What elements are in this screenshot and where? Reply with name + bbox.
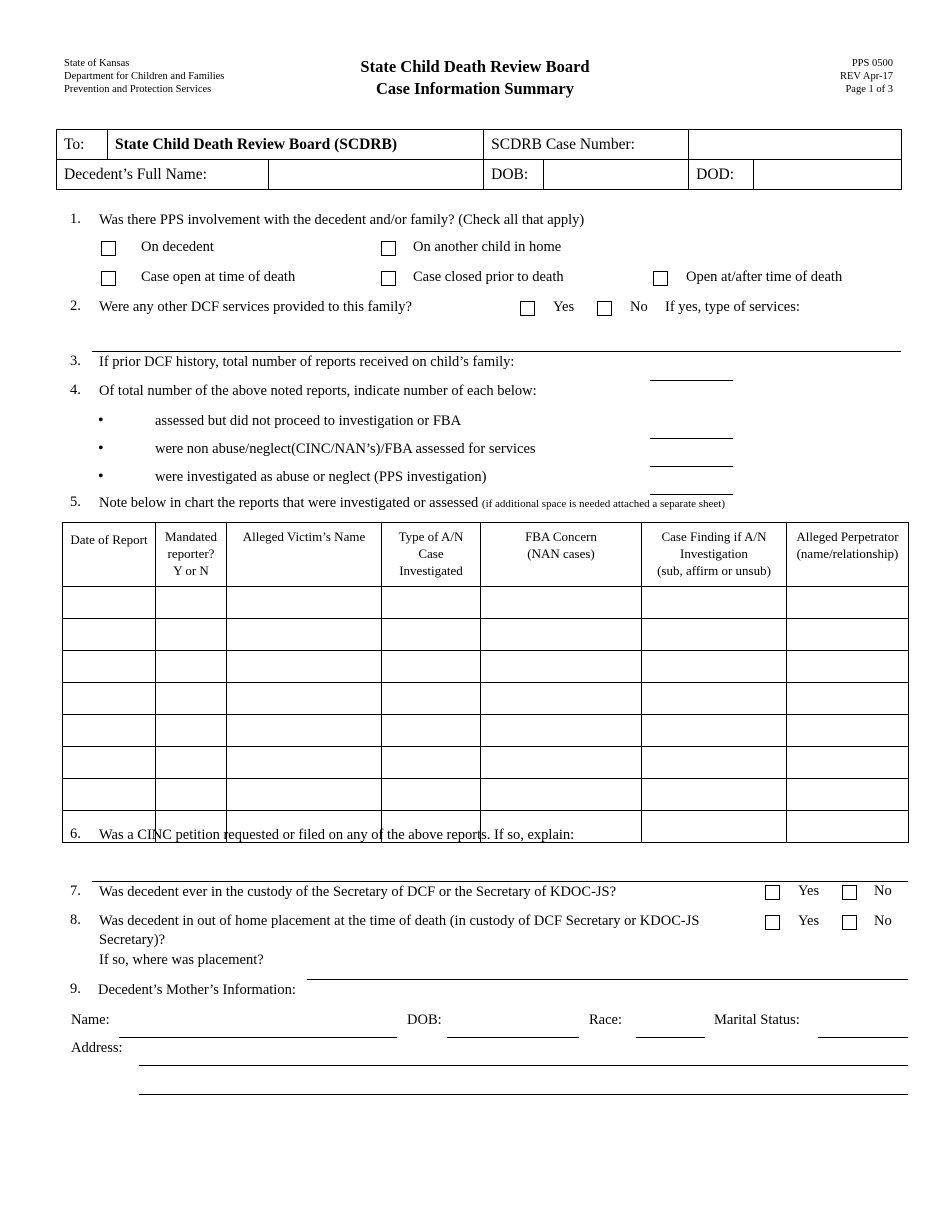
col-mandated-reporter [156, 523, 227, 587]
checkbox-open-after[interactable] [653, 271, 668, 286]
q2-no-label: No [630, 299, 648, 315]
col-victim-name: Alleged Victim’s Name [227, 523, 382, 587]
q5-note: (if additional space is needed attached a separate sheet) [481, 498, 726, 510]
option-another-child: On another child in home [413, 239, 562, 255]
q2-services-line[interactable] [92, 351, 901, 352]
mother-race-label: Race: [589, 1012, 623, 1028]
q4-bullet-1: assessed but did not proceed to investigation or FBA [155, 413, 462, 429]
table-row [63, 747, 909, 779]
mother-marital-label: Marital Status: [714, 1012, 800, 1028]
q4-bullet-3: were investigated as abuse or neglect (PPS investigation) [155, 469, 487, 485]
mother-race-field[interactable] [636, 1037, 705, 1038]
case-info-table [56, 129, 902, 190]
form-meta [840, 57, 893, 96]
q5-number: 5. [70, 494, 81, 510]
dod-field[interactable] [754, 160, 902, 190]
q9-text: Decedent’s Mother’s Information: [98, 982, 296, 998]
mother-address-line-2[interactable] [139, 1094, 908, 1095]
q4-answer-line-2[interactable] [650, 466, 733, 467]
checkbox-on-decedent[interactable] [101, 241, 116, 256]
form-revision: REV Apr-17 [840, 71, 893, 82]
q3-text: If prior DCF history, total number of reports received on child’s family: [99, 354, 515, 370]
reports-table-body [63, 587, 909, 843]
option-case-closed: Case closed prior to death [413, 269, 564, 285]
case-number-label: SCDRB Case Number: [484, 130, 689, 160]
col-date-of-report: Date of Report [63, 523, 156, 587]
q2-text: Were any other DCF services provided to this family? [99, 299, 412, 315]
q7-yes-label: Yes [798, 883, 820, 899]
q8-yes-label: Yes [798, 913, 820, 929]
bullet-1: • [98, 412, 104, 429]
agency-block [64, 57, 224, 96]
form-id: PPS 0500 [851, 58, 893, 69]
table-row [63, 779, 909, 811]
col-type-l3: Investigated [399, 563, 463, 578]
q8-no-checkbox[interactable] [842, 915, 857, 930]
table-row [63, 619, 909, 651]
q2-yes-label: Yes [553, 299, 575, 315]
mother-marital-field[interactable] [818, 1037, 908, 1038]
q2-number: 2. [70, 298, 81, 314]
option-on-decedent: On decedent [141, 239, 214, 255]
q9-number: 9. [70, 981, 81, 997]
mother-dob-label: DOB: [407, 1012, 442, 1028]
agency-line-2: Department for Children and Families [64, 71, 225, 82]
q6-number: 6. [70, 826, 81, 842]
q4-bullet-2: were non abuse/neglect(CINC/NAN’s)/FBA assessed for services [155, 441, 536, 457]
q2-no-checkbox[interactable] [597, 301, 612, 316]
option-case-open: Case open at time of death [141, 269, 296, 285]
agency-line-3: Prevention and Protection Services [64, 84, 212, 95]
checkbox-another-child[interactable] [381, 241, 396, 256]
dod-label: DOD: [689, 160, 754, 190]
q6-text: Was a CINC petition requested or filed on any of the above reports. If so, explain: [99, 827, 575, 843]
q8-no-label: No [874, 913, 892, 929]
q1-number: 1. [70, 211, 81, 227]
bullet-3: • [98, 468, 104, 485]
q3-number: 3. [70, 353, 81, 369]
q1-text: Was there PPS involvement with the decedent and/or family? (Check all that apply) [99, 212, 585, 228]
q7-yes-checkbox[interactable] [765, 885, 780, 900]
title-line-2: Case Information Summary [376, 79, 574, 98]
title-line-1: State Child Death Review Board [360, 57, 590, 76]
col-finding-l3: (sub, affirm or unsub) [657, 563, 771, 578]
bullet-2: • [98, 440, 104, 457]
q8-placement-line[interactable] [307, 979, 908, 980]
to-label: To: [57, 130, 108, 160]
col-type-l1: Type of A/N [398, 529, 464, 544]
reports-table [62, 522, 909, 843]
case-number-field[interactable] [689, 130, 902, 160]
q5-text: Note below in chart the reports that were investigated or assessed [99, 495, 479, 511]
checkbox-case-open[interactable] [101, 271, 116, 286]
q8-yes-checkbox[interactable] [765, 915, 780, 930]
mother-address-label: Address: [71, 1040, 123, 1056]
agency-line-1: State of Kansas [64, 58, 130, 69]
q7-no-label: No [874, 883, 892, 899]
q7-no-checkbox[interactable] [842, 885, 857, 900]
q7-number: 7. [70, 883, 81, 899]
col-type-l2: Case [418, 546, 444, 561]
col-mandated-l2: reporter? [167, 546, 215, 561]
col-case-finding [642, 523, 787, 587]
page-title [300, 56, 650, 100]
option-open-after: Open at/after time of death [686, 269, 843, 285]
mother-name-field[interactable] [119, 1037, 397, 1038]
page-number: Page 1 of 3 [845, 84, 893, 95]
q8-text-2: Secretary)? [99, 932, 166, 948]
decedent-name-label: Decedent’s Full Name: [57, 160, 269, 190]
table-row [63, 587, 909, 619]
mother-address-line-1[interactable] [139, 1065, 908, 1066]
q2-followup: If yes, type of services: [665, 299, 800, 315]
table-row [63, 651, 909, 683]
q4-text: Of total number of the above noted reports, indicate number of each below: [99, 383, 537, 399]
col-fba-l2: (NAN cases) [527, 546, 595, 561]
q6-explain-line[interactable] [92, 881, 908, 882]
col-finding-l1: Case Finding if A/N [661, 529, 767, 544]
col-mandated-l3: Y or N [173, 563, 209, 578]
decedent-name-field[interactable] [269, 160, 484, 190]
dob-label: DOB: [484, 160, 544, 190]
col-fba-concern [481, 523, 642, 587]
q4-number: 4. [70, 382, 81, 398]
checkbox-case-closed[interactable] [381, 271, 396, 286]
q8-text-1: Was decedent in out of home placement at the time of death (in custody of DCF Secretary or KDOC-JS [99, 913, 700, 929]
col-fba-l1: FBA Concern [525, 529, 597, 544]
table-row [63, 683, 909, 715]
col-mandated-l1: Mandated [165, 529, 217, 544]
mother-dob-field[interactable] [447, 1037, 579, 1038]
col-alleged-perpetrator [787, 523, 909, 587]
dob-field[interactable] [544, 160, 689, 190]
q2-yes-checkbox[interactable] [520, 301, 535, 316]
reports-table-header [63, 523, 909, 587]
to-value: State Child Death Review Board (SCDRB) [108, 130, 484, 160]
col-perp-l1: Alleged Perpetrator [796, 529, 899, 544]
q7-text: Was decedent ever in the custody of the Secretary of DCF or the Secretary of KDOC-JS? [99, 884, 617, 900]
q8-number: 8. [70, 912, 81, 928]
q4-answer-line-1[interactable] [650, 438, 733, 439]
q8-text-3: If so, where was placement? [99, 952, 264, 968]
mother-name-label: Name: [71, 1012, 110, 1028]
col-type-case [382, 523, 481, 587]
table-row [63, 715, 909, 747]
col-finding-l2: Investigation [680, 546, 748, 561]
col-perp-l2: (name/relationship) [796, 546, 899, 561]
q5-text-wrap [99, 494, 725, 513]
q3-answer-line[interactable] [650, 380, 733, 381]
